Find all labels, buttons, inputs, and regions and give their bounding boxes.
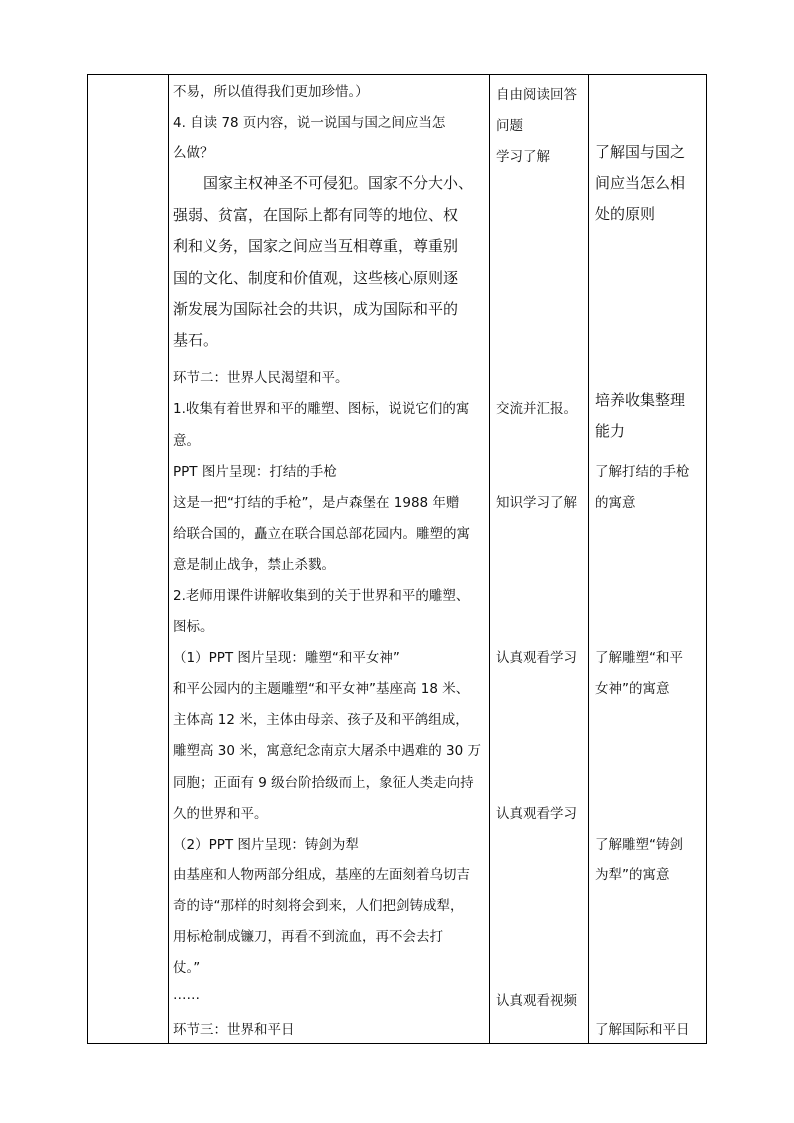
activity-line: 知识学习了解 [496,495,577,511]
intent-line: 女神”的寓意 [595,681,670,697]
content-line: 图标。 [173,619,214,635]
activity-line: 认真观看学习 [496,650,577,666]
content-line: 强弱、贫富，在国际上都有同等的地位、权 [173,206,459,224]
blank-column-cell [88,75,168,1043]
content-line: PPT 图片呈现：打结的手枪 [173,464,337,480]
content-line: 久的世界和平。 [173,806,268,822]
content-line: 意。 [173,433,200,449]
column-divider-1 [168,75,169,1043]
intent-line: 了解国际和平日 [595,1022,690,1038]
design-intent-column [595,75,706,1043]
teaching-content-column [173,75,486,1043]
content-line: 奇的诗“那样的时刻将会到来，人们把剑铸成犁， [173,898,464,914]
student-activity-column [496,75,586,1043]
intent-line: 了解国与国之 [595,143,686,161]
content-line: 利和义务，国家之间应当互相尊重，尊重别 [173,237,459,255]
lesson-plan-table [87,74,707,1044]
content-line: （1）PPT 图片呈现：雕塑“和平女神” [173,650,400,666]
content-line: 国的文化、制度和价值观，这些核心原则逐 [173,269,459,287]
content-line: 4. 自读 78 页内容，说一说国与国之间应当怎 [173,115,446,131]
section-heading: 环节二：世界人民渴望和平。 [173,370,349,386]
content-line: 么做？ [173,145,214,161]
content-line: 国家主权神圣不可侵犯。国家不分大小、 [203,174,474,192]
content-line: 渐发展为国际社会的共识，成为国际和平的 [173,300,459,318]
content-line: 雕塑高 30 米，寓意纪念南京大屠杀中遇难的 30 万 [173,743,482,759]
content-line: 仗。” [173,960,201,976]
content-line: 这是一把“打结的手枪”，是卢森堡在 1988 年赠 [173,495,460,511]
content-line: 基石。 [173,331,219,349]
section-heading: 环节三：世界和平日 [173,1022,295,1038]
intent-line: 的寓意 [595,495,636,511]
intent-line: 了解雕塑“和平 [595,650,683,666]
intent-line: 了解雕塑“铸剑 [595,837,683,853]
content-line: 用标枪制成镰刀，再看不到流血，再不会去打 [173,929,443,945]
activity-line: 认真观看视频 [496,993,577,1009]
content-line: …… [173,987,200,1003]
activity-line: 自由阅读回答 [496,87,577,103]
intent-line: 了解打结的手枪 [595,464,690,480]
content-line: （2）PPT 图片呈现：铸剑为犁 [173,837,359,853]
content-line: 不易，所以值得我们更加珍惜。） [173,84,369,100]
intent-line: 能力 [595,422,626,440]
content-line: 由基座和人物两部分组成，基座的左面刻着乌切吉 [173,867,470,883]
content-line: 1.收集有着世界和平的雕塑、图标，说说它们的寓 [173,401,470,417]
intent-line: 处的原则 [595,205,656,223]
content-line: 和平公园内的主题雕塑“和平女神”基座高 18 米、 [173,681,470,697]
activity-line: 问题 [496,118,523,134]
intent-line: 间应当怎么相 [595,174,686,192]
intent-line: 为犁”的寓意 [595,867,670,883]
column-divider-2 [489,75,490,1043]
content-line: 同胞；正面有 9 级台阶拾级而上，象征人类走向持 [173,775,474,791]
activity-line: 认真观看学习 [496,806,577,822]
activity-line: 学习了解 [496,149,550,165]
content-line: 2.老师用课件讲解收集到的关于世界和平的雕塑、 [173,588,470,604]
content-line: 意是制止战争，禁止杀戮。 [173,557,335,573]
content-line: 主体高 12 米，主体由母亲、孩子及和平鸽组成， [173,712,469,728]
intent-line: 培养收集整理 [595,391,686,409]
activity-line: 交流并汇报。 [496,401,577,417]
content-line: 给联合国的，矗立在联合国总部花园内。雕塑的寓 [173,526,470,542]
column-divider-3 [588,75,589,1043]
